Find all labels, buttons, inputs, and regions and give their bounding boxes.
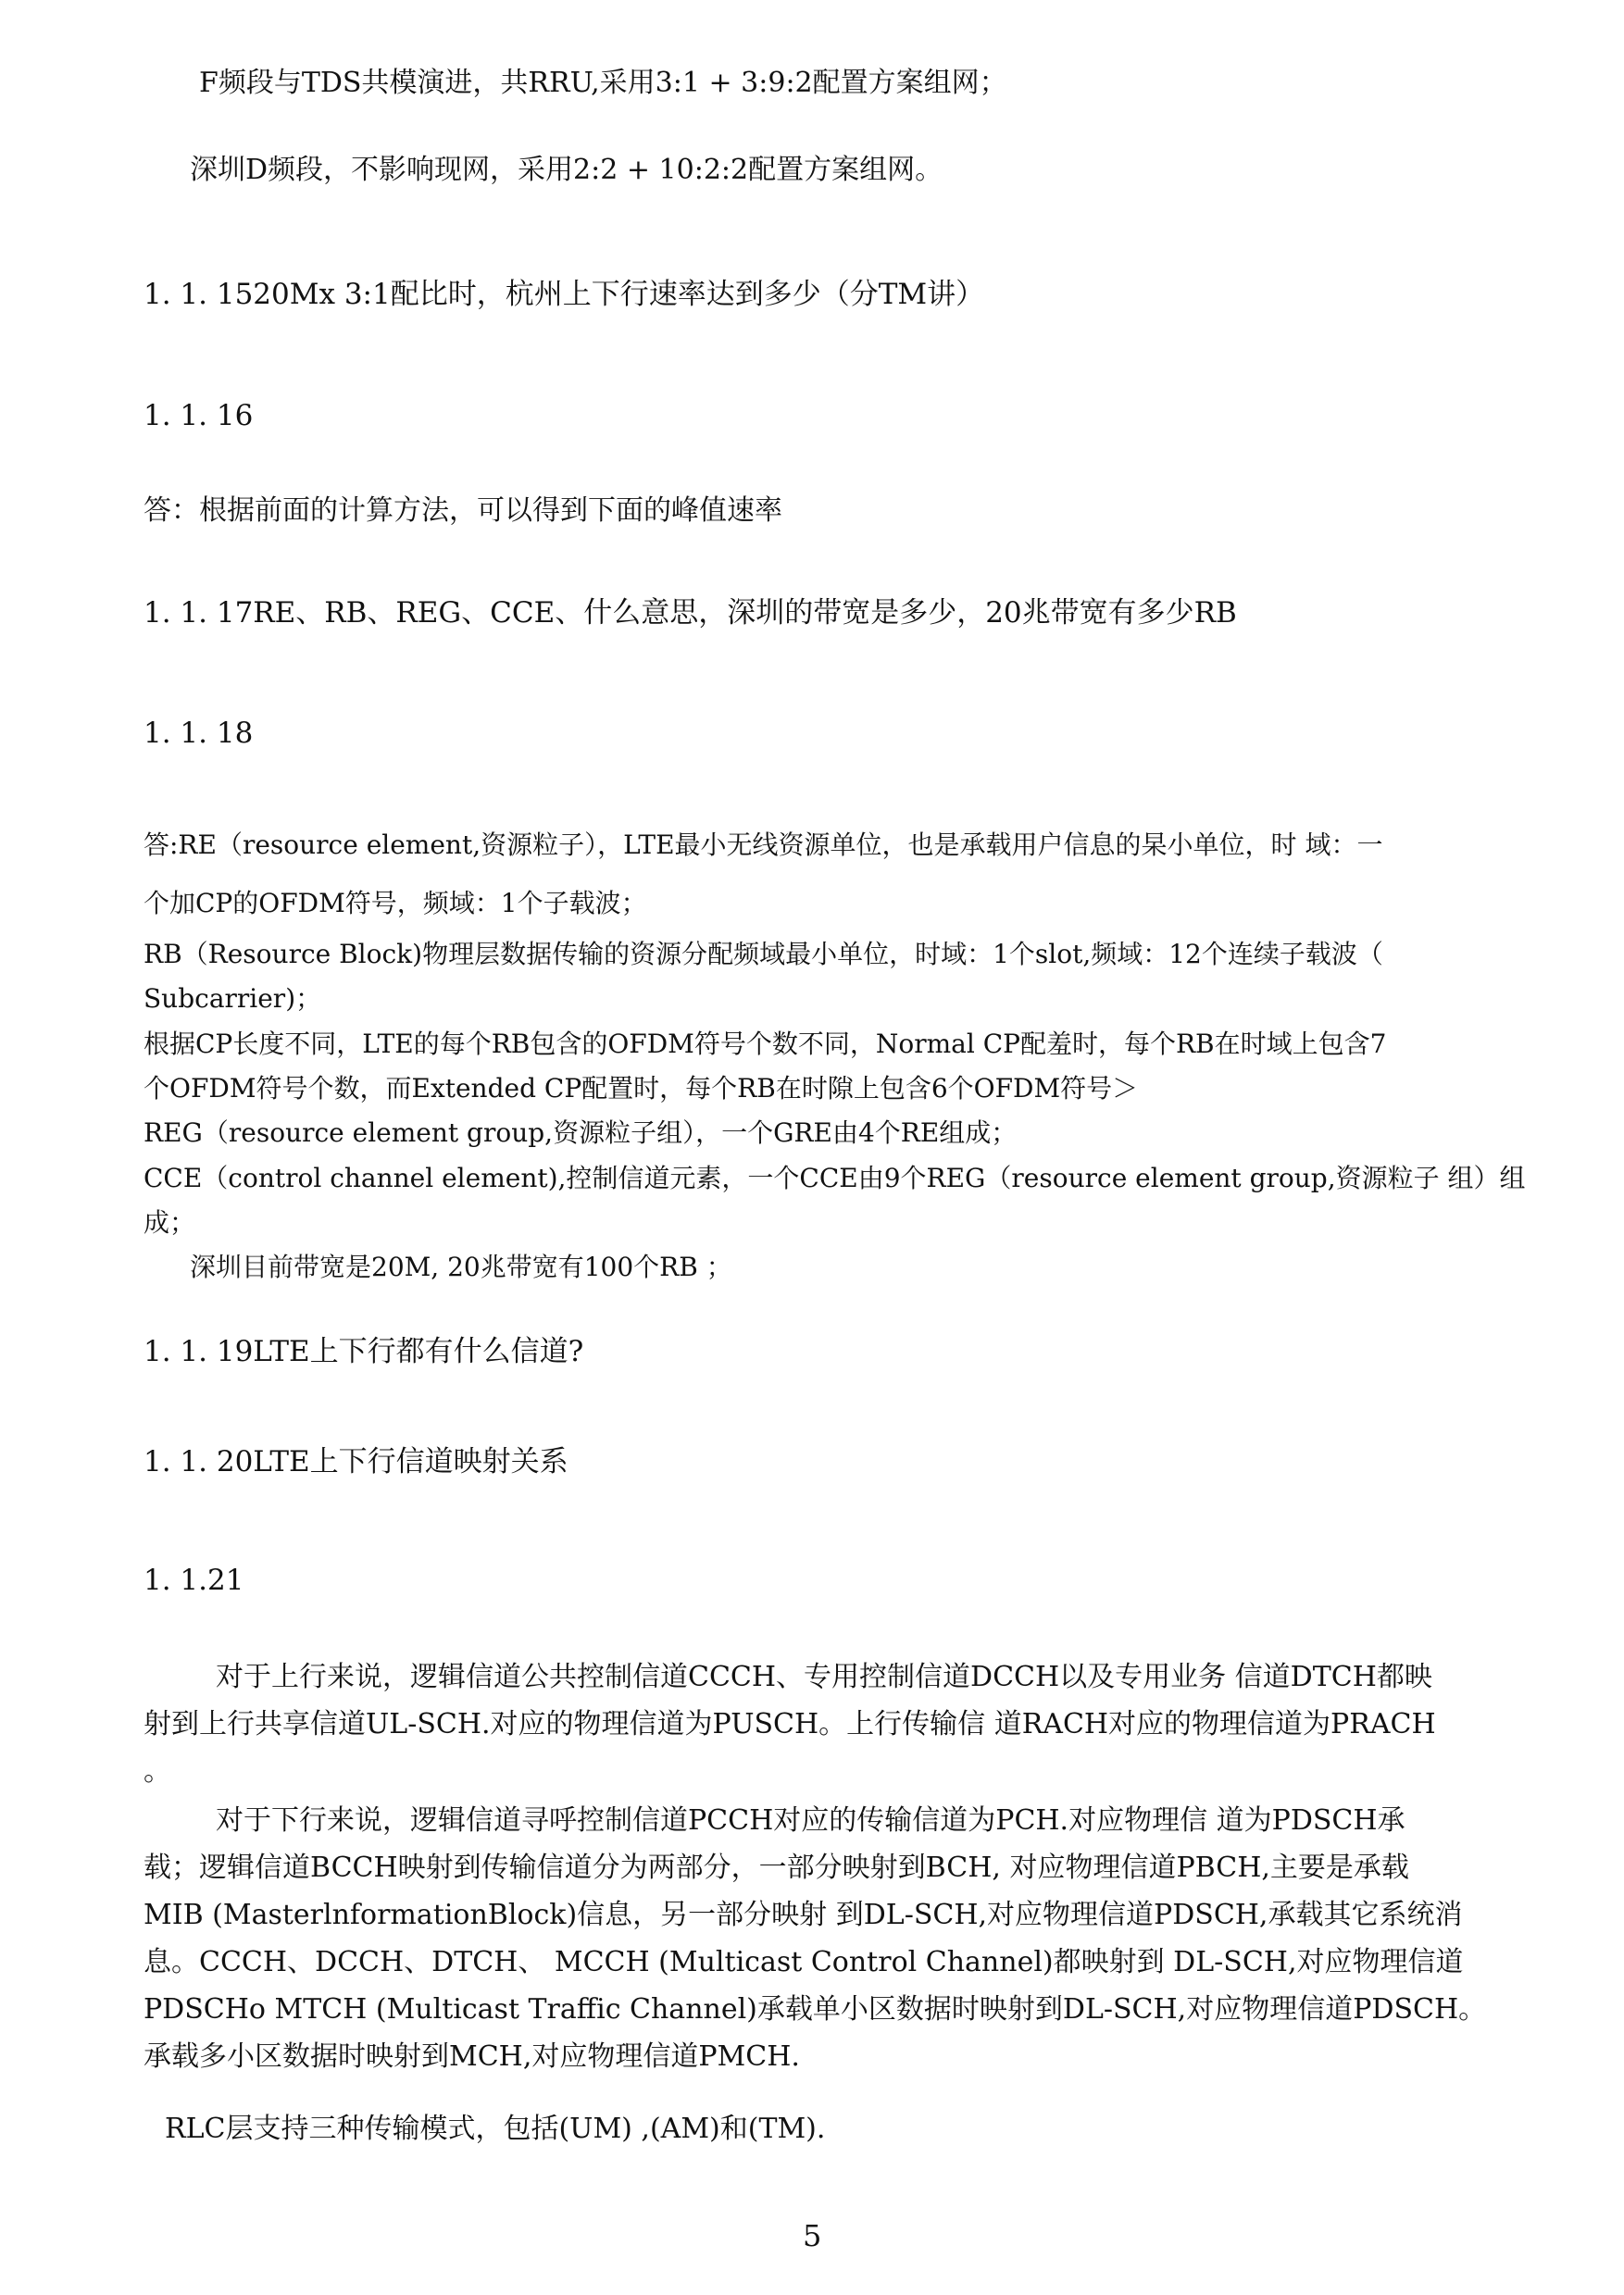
answer-1-1-16: 答：根据前面的计算方法，可以得到下面的峰值速率 — [144, 494, 782, 527]
downlink-paragraph-line: PDSCHo MTCH (Multicast Traffic Channel)承载单小区数据时映射到DL-SCH,对应物理信道PDSCH。 — [144, 1993, 1487, 2026]
page-number: 5 — [803, 2218, 822, 2253]
answer-1-1-18-line: 根据CP长度不同，LTE的每个RB包含的OFDM符号个数不同，Normal CP配羞时，每个RB在时域上包含7 — [144, 1029, 1387, 1059]
answer-1-1-18-line: 个加CP的OFDM符号，频域：1个子载波； — [144, 888, 647, 918]
section-heading-1-1-15: 1. 1. 1520Mx 3:1配比时，杭州上下行速率达到多少（分TM讲） — [144, 278, 985, 311]
answer-1-1-18-line: 成； — [144, 1207, 196, 1238]
answer-1-1-18-line: 答:RE（resource element,资源粒子），LTE最小无线资源单位，也是承载用户信息的杲小单位，时 域：一 — [144, 829, 1383, 860]
intro-line-2: 深圳D频段，不影响现网，采用2:2 + 10:2:2配置方案组网。 — [190, 154, 943, 186]
section-heading-1-1-16: 1. 1. 16 — [144, 399, 254, 432]
downlink-paragraph-line: 对于下行来说，逻辑信道寻呼控制信道PCCH对应的传输信道为PCH.对应物理信 道为PDSCH承 — [216, 1804, 1405, 1837]
downlink-paragraph-line: MIB (MasterlnformationBlock)信息，另一部分映射 到DL-SCH,对应物理信道PDSCH,承载其它系统消 — [144, 1899, 1463, 1931]
section-heading-1-1-18: 1. 1. 18 — [144, 717, 254, 750]
intro-line-1: F频段与TDS共模演进，共RRU,采用3:1 + 3:9:2配置方案组网； — [199, 67, 1007, 99]
answer-1-1-18-line: 深圳目前带宽是20M, 20兆带宽有100个RB ； — [190, 1252, 732, 1282]
rlc-modes-line: RLC层支持三种传输模式，包括(UM) ,(AM)和(TM). — [165, 2113, 826, 2145]
section-heading-1-1-17: 1. 1. 17RE、RB、REG、CCE、什么意思，深圳的带宽是多少，20兆带宽有多少RB — [144, 596, 1237, 630]
section-heading-1-1-20: 1. 1. 20LTE上下行信道映射关系 — [144, 1445, 568, 1478]
answer-1-1-18-line: Subcarrier)； — [144, 983, 322, 1014]
section-heading-1-1-19: 1. 1. 19LTE上下行都有什么信道? — [144, 1335, 584, 1368]
uplink-paragraph-line: 射到上行共享信道UL-SCH.对应的物理信道为PUSCH。上行传输信 道RACH对应的物理信道为PRACH — [144, 1708, 1436, 1740]
answer-1-1-18-line: REG（resource element group,资源粒子组），一个GRE由4个RE组成； — [144, 1117, 1018, 1148]
downlink-paragraph-line: 息。CCCH、DCCH、DTCH、 MCCH (Multicast Control Channel)都映射到 DL-SCH,对应物理信道 — [144, 1946, 1464, 1978]
uplink-paragraph-line: 。 — [144, 1755, 171, 1788]
downlink-paragraph-line: 承载多小区数据时映射到MCH,对应物理信道PMCH. — [144, 2040, 800, 2073]
answer-1-1-18-line: 个OFDM符号个数，而Extended CP配置时，每个RB在时隙上包含6个OFDM符号＞ — [144, 1073, 1139, 1104]
answer-1-1-18-line: CCE（control channel element),控制信道元素，一个CCE由9个REG（resource element group,资源粒子 组）组 — [144, 1163, 1526, 1193]
section-heading-1-1-21: 1. 1.21 — [144, 1564, 244, 1597]
downlink-paragraph-line: 载；逻辑信道BCCH映射到传输信道分为两部分，一部分映射到BCH, 对应物理信道PBCH,主要是承载 — [144, 1852, 1409, 1884]
uplink-paragraph-line: 对于上行来说，逻辑信道公共控制信道CCCH、专用控制信道DCCH以及专用业务 信道DTCH都映 — [216, 1661, 1432, 1693]
answer-1-1-18-line: RB（Resource Block)物理层数据传输的资源分配频域最小单位，时域：1个slot,频域：12个连续子载波（ — [144, 939, 1383, 969]
